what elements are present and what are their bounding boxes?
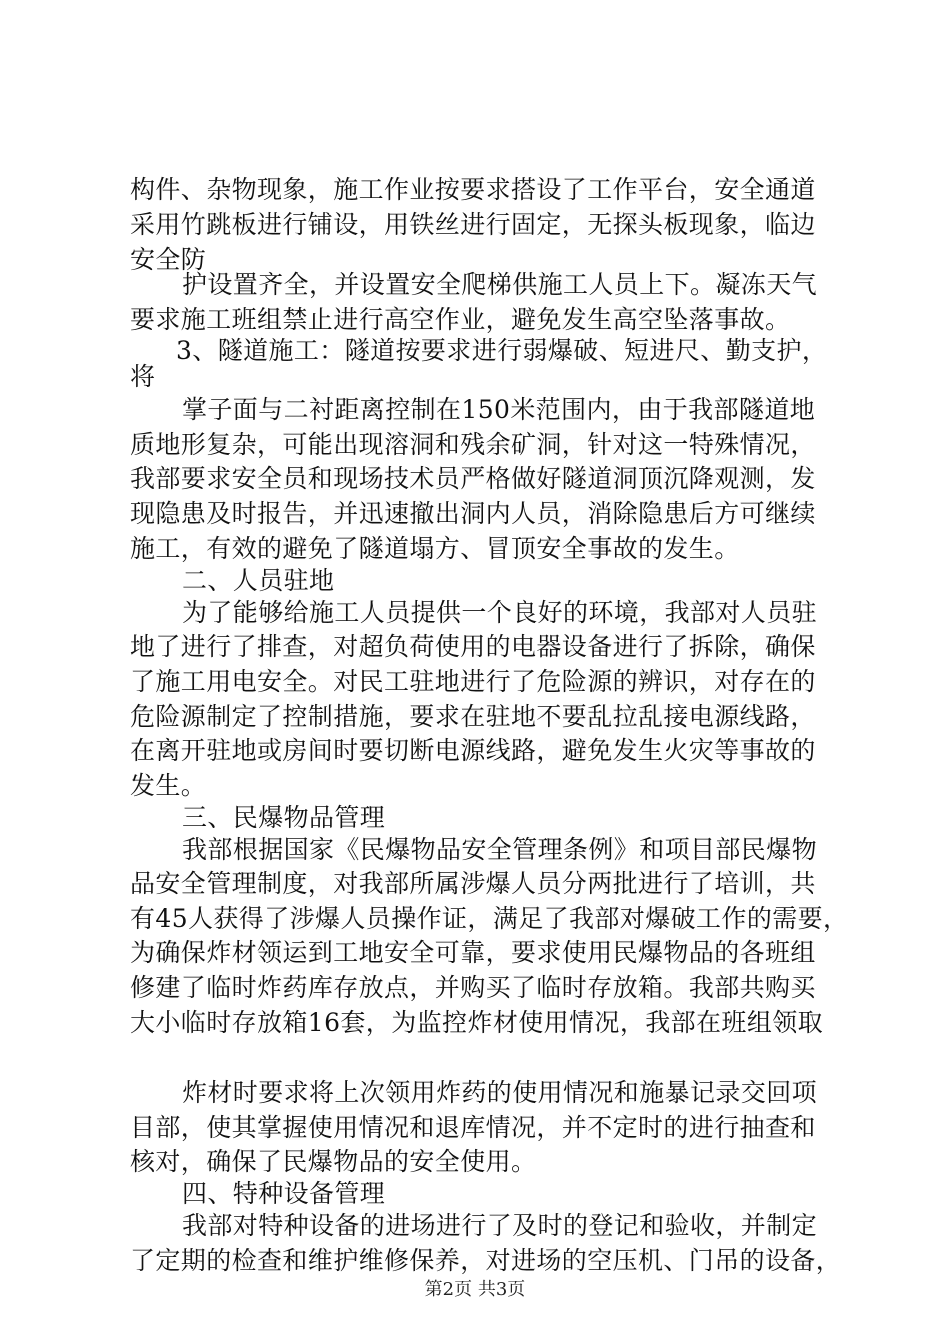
text-line: 为确保炸材领运到工地安全可靠，要求使用民爆物品的各班组: [130, 938, 816, 967]
text-line: 目部，使其掌握使用情况和退库情况，并不定时的进行抽查和: [130, 1113, 816, 1142]
text-line: 大小临时存放箱16套，为监控炸材使用情况，我部在班组领取: [130, 1008, 824, 1037]
text-line: 护设置齐全，并设置安全爬梯供施工人员上下。凝冻天气: [182, 270, 818, 299]
text-line: 在离开驻地或房间时要切断电源线路，避免发生火灾等事故的: [130, 736, 816, 765]
text-line: 为了能够给施工人员提供一个良好的环境，我部对人员驻: [182, 598, 818, 627]
text-line: 质地形复杂，可能出现溶洞和残余矿洞，针对这一特殊情况，: [130, 430, 816, 459]
text-line: 构件、杂物现象，施工作业按要求搭设了工作平台，安全通道: [130, 175, 816, 204]
text-line: 掌子面与二衬距离控制在150米范围内，由于我部隧道地: [182, 395, 816, 424]
section-heading: 二、人员驻地: [182, 566, 335, 595]
text-line: 我部对特种设备的进场进行了及时的登记和验收，并制定: [182, 1211, 818, 1240]
text-line: 施工，有效的避免了隧道塌方、冒顶安全事故的发生。: [130, 534, 740, 563]
text-line: 了施工用电安全。对民工驻地进行了危险源的辨识，对存在的: [130, 667, 816, 696]
text-line: 修建了临时炸药库存放点，并购买了临时存放箱。我部共购买: [130, 973, 816, 1002]
text-line: 发生。: [130, 771, 207, 800]
text-line: 了定期的检查和维护维修保养，对进场的空压机、门吊的设备，: [130, 1246, 842, 1275]
text-line: 危险源制定了控制措施，要求在驻地不要乱拉乱接电源线路，: [130, 702, 816, 731]
page-footer: 第2页 共3页: [424, 1279, 526, 1300]
text-line: 核对，确保了民爆物品的安全使用。: [130, 1147, 537, 1176]
text-line: 我部要求安全员和现场技术员严格做好隧道洞顶沉降观测，发: [130, 464, 816, 493]
text-line: 将: [130, 362, 156, 391]
text-line: 炸材时要求将上次领用炸药的使用情况和施暴记录交回项: [182, 1078, 818, 1107]
text-line: 有45人获得了涉爆人员操作证，满足了我部对爆破工作的需要，: [130, 904, 849, 933]
text-line: 地了进行了排查，对超负荷使用的电器设备进行了拆除，确保: [130, 632, 816, 661]
text-line: 我部根据国家《民爆物品安全管理条例》和项目部民爆物: [182, 835, 818, 864]
text-line: 要求施工班组禁止进行高空作业，避免发生高空坠落事故。: [130, 305, 791, 334]
text-line: 采用竹跳板进行铺设，用铁丝进行固定，无探头板现象，临边: [130, 210, 816, 239]
text-line: 品安全管理制度，对我部所属涉爆人员分两批进行了培训，共: [130, 869, 816, 898]
section-heading: 四、特种设备管理: [182, 1179, 386, 1208]
text-line: 现隐患及时报告，并迅速撤出洞内人员，消除隐患后方可继续: [130, 499, 816, 528]
text-line: 3、隧道施工：隧道按要求进行弱爆破、短进尺、勤支护，: [176, 336, 828, 365]
section-heading: 三、民爆物品管理: [182, 803, 386, 832]
text-line: 安全防: [130, 245, 207, 274]
